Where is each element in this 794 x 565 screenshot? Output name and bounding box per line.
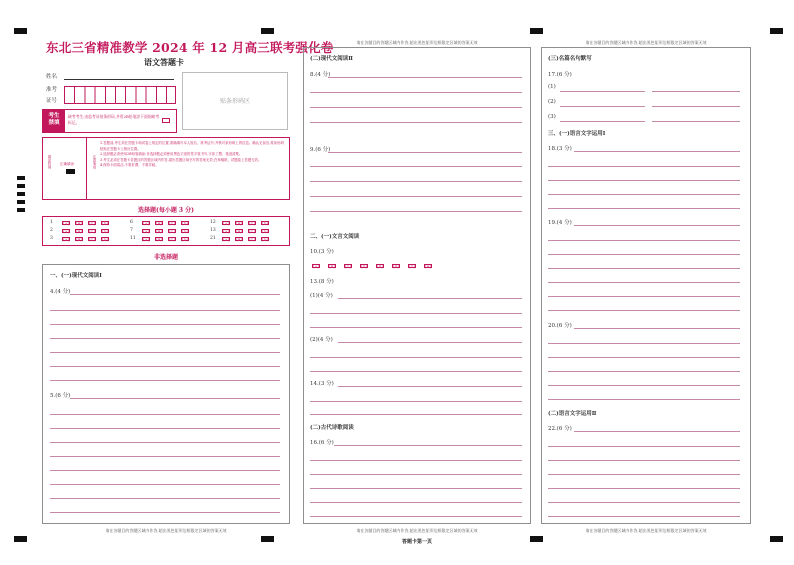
- timing-mark: [530, 28, 543, 34]
- answer-line[interactable]: [548, 385, 740, 386]
- card-subtitle: 语文答题卡: [144, 57, 184, 67]
- correct-fill-sample: [66, 169, 75, 174]
- answer-line[interactable]: [560, 91, 645, 92]
- choice-option[interactable]: [C]: [169, 222, 175, 226]
- timing-mark: [261, 28, 274, 34]
- answer-warning: 请在各题目的答题区域内作答,超出黑色矩形边框限定区域的答案无效: [585, 528, 707, 533]
- answer-line[interactable]: [574, 151, 740, 152]
- q10-option[interactable]: [A]: [313, 265, 319, 269]
- section-heading: 一、(一)现代文阅读Ⅰ: [50, 273, 102, 279]
- choice-option[interactable]: [C]: [89, 238, 95, 242]
- answer-line[interactable]: [548, 446, 740, 447]
- choice-option[interactable]: [A]: [63, 230, 69, 234]
- answer-line[interactable]: [560, 106, 645, 107]
- answer-line[interactable]: [70, 294, 280, 295]
- answer-line[interactable]: [548, 399, 740, 400]
- absent-checkbox[interactable]: [162, 118, 170, 123]
- question-label: 10.(3 分): [310, 249, 334, 255]
- answer-line[interactable]: [50, 310, 280, 311]
- correct-fill-label: 正确填涂: [60, 162, 74, 166]
- timing-mark: [770, 536, 783, 542]
- notice-item: 2.选择题必须使用2B铅笔填涂;非选择题必须使用黑色字迹的签字笔书写,字体工整、笔迹清楚。: [100, 152, 243, 157]
- answer-line[interactable]: [548, 296, 740, 297]
- notice-item: 4.保持卡面清洁,不要折叠、不要弄破。: [100, 163, 159, 168]
- choice-option[interactable]: [A]: [223, 222, 229, 226]
- q10-option[interactable]: [G]: [409, 265, 415, 269]
- answer-line[interactable]: [310, 92, 522, 93]
- q10-option[interactable]: [H]: [425, 265, 431, 269]
- choice-option[interactable]: [D]: [262, 222, 268, 226]
- answer-line[interactable]: [310, 488, 522, 489]
- notice-item: 3.考生必须在答题卡各题目的答题区域内作答,超出答题区域书写的答案无效;在草稿纸、试题卷上答题无效。: [100, 157, 262, 162]
- answer-panel-2: [303, 47, 531, 524]
- answer-line[interactable]: [50, 338, 280, 339]
- choice-option[interactable]: [D]: [262, 230, 268, 234]
- answer-panel-1: [42, 264, 290, 524]
- question-label: 18.(3 分): [548, 146, 572, 152]
- timing-mark: [261, 536, 274, 542]
- choice-option[interactable]: [B]: [156, 238, 162, 242]
- section-heading: 二、(一)文言文阅读: [310, 234, 360, 240]
- choice-number: 2: [50, 228, 53, 233]
- name-line[interactable]: [64, 79, 174, 80]
- section-heading: (二)现代文阅读Ⅱ: [310, 56, 353, 62]
- answer-line[interactable]: [50, 324, 280, 325]
- question-label: 13.(8 分): [310, 279, 334, 285]
- timing-mark: [17, 184, 25, 188]
- answer-line[interactable]: [310, 122, 522, 123]
- answer-line[interactable]: [548, 502, 740, 503]
- timing-mark: [17, 176, 25, 180]
- answer-line[interactable]: [328, 152, 522, 153]
- timing-mark: [14, 536, 27, 542]
- answer-line[interactable]: [560, 121, 645, 122]
- answer-line[interactable]: [310, 181, 522, 182]
- answer-line[interactable]: [548, 488, 740, 489]
- answer-line[interactable]: [338, 298, 522, 299]
- answer-line[interactable]: [548, 240, 740, 241]
- answer-line[interactable]: [548, 166, 740, 167]
- page-title: 东北三省精准教学 2024 年 12 月高三联考强化卷: [46, 40, 334, 55]
- answer-warning: 请在各题目的答题区域内作答,超出黑色矩形边框限定区域的答案无效: [585, 40, 707, 45]
- page-footer: 答题卡第一页: [401, 539, 432, 545]
- choice-option[interactable]: [D]: [182, 238, 188, 242]
- exam-number-grid[interactable]: [64, 86, 176, 104]
- answer-panel-3: [541, 47, 751, 524]
- choice-number: 7: [130, 228, 133, 233]
- answer-line[interactable]: [50, 366, 280, 367]
- timing-mark: [14, 28, 27, 34]
- notice-label: 注意事项: [93, 155, 97, 169]
- timing-mark: [17, 192, 25, 196]
- choice-option[interactable]: [C]: [249, 238, 255, 242]
- answer-line[interactable]: [310, 474, 522, 475]
- zhenghao-label: 证号: [46, 98, 58, 104]
- answer-line[interactable]: [310, 502, 522, 503]
- choice-option[interactable]: [A]: [223, 230, 229, 234]
- answer-line[interactable]: [310, 313, 522, 314]
- answer-line[interactable]: [548, 194, 740, 195]
- answer-line[interactable]: [50, 380, 280, 381]
- answer-line[interactable]: [310, 107, 522, 108]
- choice-header: 选择题(每小题 3 分): [137, 207, 195, 214]
- choice-option[interactable]: [D]: [182, 230, 188, 234]
- choice-option[interactable]: [D]: [182, 222, 188, 226]
- answer-line[interactable]: [50, 414, 280, 415]
- choice-option[interactable]: [A]: [143, 222, 149, 226]
- choice-option[interactable]: [C]: [249, 222, 255, 226]
- answer-warning: 请在各题目的答题区域内作答,超出黑色矩形边框限定区域的答案无效: [105, 528, 227, 533]
- answer-line[interactable]: [310, 196, 522, 197]
- timing-mark: [770, 28, 783, 34]
- question-label: 22.(6 分): [548, 426, 572, 432]
- answer-line[interactable]: [548, 371, 740, 372]
- choice-option[interactable]: [A]: [143, 230, 149, 234]
- choice-option[interactable]: [A]: [223, 238, 229, 242]
- question-label: 20.(6 分): [548, 323, 572, 329]
- choice-option[interactable]: [C]: [169, 230, 175, 234]
- answer-line[interactable]: [50, 484, 280, 485]
- answer-line[interactable]: [548, 516, 740, 517]
- choice-number: 1: [50, 220, 53, 225]
- question-label: 8.(4 分): [310, 72, 331, 78]
- answer-line[interactable]: [548, 254, 740, 255]
- answer-line[interactable]: [574, 431, 740, 432]
- choice-option[interactable]: [C]: [89, 222, 95, 226]
- choice-number: 12: [210, 220, 216, 225]
- choice-option[interactable]: [B]: [76, 222, 82, 226]
- answer-line[interactable]: [334, 445, 522, 446]
- question-label: (2)(4 分): [310, 337, 333, 343]
- question-label: (3): [548, 114, 556, 120]
- answer-line[interactable]: [548, 460, 740, 461]
- choice-number: 6: [130, 220, 133, 225]
- answer-line[interactable]: [310, 401, 522, 402]
- answer-line[interactable]: [652, 91, 740, 92]
- choice-option[interactable]: [A]: [63, 222, 69, 226]
- choice-option[interactable]: [B]: [236, 230, 242, 234]
- choice-option[interactable]: [C]: [249, 230, 255, 234]
- answer-line[interactable]: [652, 106, 740, 107]
- choice-option[interactable]: [A]: [63, 238, 69, 242]
- answer-warning: 请在各题目的答题区域内作答,超出黑色矩形边框限定区域的答案无效: [356, 528, 478, 533]
- section-heading: 三、(一)语言文字运用Ⅰ: [548, 131, 606, 137]
- barcode-label: 贴条形码区: [219, 98, 250, 105]
- timing-mark: [530, 536, 543, 542]
- answer-line[interactable]: [50, 428, 280, 429]
- answer-line[interactable]: [310, 166, 522, 167]
- choice-number: 11: [130, 236, 136, 241]
- answer-line[interactable]: [310, 211, 522, 212]
- answer-line[interactable]: [50, 498, 280, 499]
- notice-list: [100, 141, 286, 169]
- answer-line[interactable]: [652, 121, 740, 122]
- answer-warning: 请在各题目的答题区域内作答,超出黑色矩形边框限定区域的答案无效: [356, 40, 478, 45]
- answer-line[interactable]: [310, 327, 522, 328]
- answer-line[interactable]: [548, 180, 740, 181]
- answer-line[interactable]: [50, 352, 280, 353]
- answer-line[interactable]: [338, 386, 522, 387]
- choice-option[interactable]: [B]: [236, 238, 242, 242]
- choice-option[interactable]: [D]: [102, 230, 108, 234]
- choice-number: 21: [210, 236, 216, 241]
- question-label: 16.(6 分): [310, 440, 334, 446]
- answer-line[interactable]: [310, 414, 522, 415]
- answer-line[interactable]: [574, 328, 740, 329]
- q10-option[interactable]: [F]: [393, 265, 399, 269]
- question-label: 17.(6 分): [548, 72, 572, 78]
- answer-line[interactable]: [50, 442, 280, 443]
- absent-text: 缺考考生,由监考员贴条形码,并用2B铅笔涂下面的缺考标记。: [68, 114, 160, 125]
- choice-number: 13: [210, 228, 216, 233]
- answer-line[interactable]: [310, 371, 522, 372]
- q10-option[interactable]: [D]: [361, 265, 367, 269]
- answer-line[interactable]: [310, 357, 522, 358]
- choice-option[interactable]: [D]: [102, 238, 108, 242]
- answer-line[interactable]: [548, 310, 740, 311]
- timing-mark: [17, 200, 25, 204]
- choice-option[interactable]: [B]: [156, 222, 162, 226]
- choice-number: 3: [50, 236, 53, 241]
- choice-option[interactable]: [B]: [76, 230, 82, 234]
- answer-line[interactable]: [328, 77, 522, 78]
- question-label: 9.(6 分): [310, 147, 331, 153]
- zhunkao-label: 准考: [46, 87, 58, 93]
- choice-option[interactable]: [D]: [102, 222, 108, 226]
- answer-line[interactable]: [50, 512, 280, 513]
- name-label: 姓名: [46, 74, 58, 80]
- question-label: 5.(6 分): [50, 393, 71, 399]
- section-heading: (二)古代诗歌阅读: [310, 425, 354, 431]
- choice-option[interactable]: [B]: [236, 222, 242, 226]
- answer-line[interactable]: [548, 282, 740, 283]
- q10-option[interactable]: [C]: [345, 265, 351, 269]
- answer-line[interactable]: [338, 342, 522, 343]
- nonchoice-header: 非选择题: [153, 254, 178, 261]
- choice-option[interactable]: [C]: [89, 230, 95, 234]
- question-label: 14.(3 分): [310, 381, 334, 387]
- section-heading: (三)名篇名句默写: [548, 56, 592, 62]
- question-label: (1)(4 分): [310, 293, 333, 299]
- question-label: (1): [548, 84, 556, 90]
- answer-line[interactable]: [50, 470, 280, 471]
- absent-label: 考生 禁填: [48, 113, 60, 126]
- choice-option[interactable]: [B]: [76, 238, 82, 242]
- answer-line[interactable]: [548, 357, 740, 358]
- answer-line[interactable]: [548, 268, 740, 269]
- answer-line[interactable]: [548, 343, 740, 344]
- question-label: 4.(4 分): [50, 289, 71, 295]
- choice-option[interactable]: [C]: [169, 238, 175, 242]
- answer-line[interactable]: [70, 398, 280, 399]
- q10-option[interactable]: [B]: [329, 265, 335, 269]
- fill-sample-label: 填涂样例: [48, 155, 52, 169]
- choice-option[interactable]: [B]: [156, 230, 162, 234]
- question-label: 19.(4 分): [548, 220, 572, 226]
- choice-option[interactable]: [A]: [143, 238, 149, 242]
- answer-line[interactable]: [548, 208, 740, 209]
- answer-line[interactable]: [548, 474, 740, 475]
- notice-item: 1.答题前,考生须在答题卡和试卷上规定的位置,准确填写本人姓名、准考证号,并核对条形码上的信息。确认无误后,将条形码粘贴在答题卡上相应位置。: [100, 141, 284, 151]
- q10-option[interactable]: [E]: [377, 265, 383, 269]
- answer-line[interactable]: [50, 456, 280, 457]
- answer-line[interactable]: [574, 225, 740, 226]
- answer-line[interactable]: [310, 460, 522, 461]
- answer-line[interactable]: [310, 516, 522, 517]
- section-heading: (二)语言文字运用Ⅱ: [548, 411, 597, 417]
- choice-option[interactable]: [D]: [262, 238, 268, 242]
- question-label: (2): [548, 99, 556, 105]
- timing-mark: [17, 208, 25, 212]
